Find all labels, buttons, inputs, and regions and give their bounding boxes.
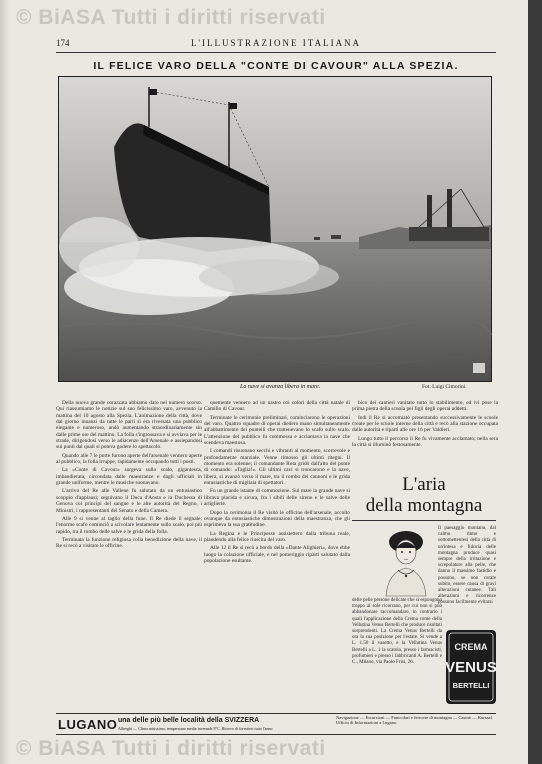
- advert-rule: [352, 520, 496, 521]
- lugano-tagline: una delle più belle località della SVIZZERA: [118, 717, 260, 724]
- paragraph: Terminate le cerimonie preliminari, cominciarono le operazioni del varo. Quattro squadre di operai diedero mano simultaneamente all'abbattimento dei puntelli che trattenevano lo scafo sullo scalo. L'attenzione del pubblico fu commossa e acclamava la nave che scendeva maestosa.: [204, 414, 350, 447]
- watermark-bottom: © BiASA Tutti i diritti riservati: [16, 737, 326, 760]
- portrait-illustration: [378, 526, 434, 596]
- article-column-2: [204, 400, 350, 710]
- paragraph: Terminata la funzione religiosa colla benedizione della nave, il Re si recò a visitare le officine.: [56, 536, 202, 550]
- paragraph: Fu un grande istante di commozione. Sul mare la grande nave si librava placida e sicura, fra i sibili delle sirene e le salve delle artiglierie.: [204, 488, 350, 508]
- headline: IL FELICE VARO DELLA "CONTE DI CAVOUR" ALLA SPEZIA.: [93, 60, 459, 72]
- article-column-3: [352, 400, 498, 464]
- paragraph: I comandi risuonano secchi e vibranti al momento, scorrevole e profondamente marziale. Venne rimosso gli ultimi ritegni. Il momento era solenne; il comandante Rota gridò dall'alto del ponte di comando: «Taglia!». Gli ultimi cavi si troncarono e la nave, libera, si avanzò verso il mare, tra il rombo dei cannoni e le grida entusiastiche di migliaia di spettatori.: [204, 448, 350, 487]
- paragraph: Della nuova grande corazzata abbiamo dato nel numero scorso. Qui riassumiamo le notizie sul suo felicissimo varo, avvenuto la mattina del 10 agosto alla Spezia. L'animazione della città, dove dal giorno innanzi da tutte le parti si era riversata una pubblico elegante e numeroso, andò aumentando straordinariamente sin dalle prime ore del mattino. La folla s'ingrossava e si avviava per le strade, dirigendosi verso le adiacenze dell'Arsenale e assiepandosi sui punti dai quali si poteva godere lo spettacolo.: [56, 400, 202, 451]
- woman-portrait: [378, 526, 434, 596]
- advert-title: [352, 474, 496, 516]
- ship-launch-photo: [58, 76, 492, 382]
- advert-text-2: delle pelle persone delicate che si espongono troppo al sole ricorrano, per cui non si può abbandonare raccomandare, in contrario i quali l'applicazione della Crema come della Vellutina Venus Bertelli che produce risultati sorprendenti. La Crema Venus Bertelli da ora la sua posizione per l'estate. Si vende a L. 1.50 il vasetto, e la Vellutina Venus Bertelli a L. 1 la scatola, presso i farmacisti, profumieri e presso i fabbricanti A. Bertelli e C., Milano, via Paolo Frisi, 26.: [352, 598, 442, 666]
- watermark-top: © BiASA Tutti i diritti riservati: [16, 6, 326, 29]
- magazine-title: L'ILLUSTRAZIONE ITALIANA: [190, 38, 362, 48]
- paragraph: Alle 9 si venne al taglio della fune. Il Re diede il segnale; l'enorme scafo cominciò a scivolare lentamente sullo scalo, poi più rapido, tra il rombo delle salve e le grida della folla.: [56, 515, 202, 535]
- paragraph: La Regina e le Principesse assistettero dalla tribuna reale, plaudendo alla felice riuscita del varo.: [204, 530, 350, 543]
- crema-venus-jar: [444, 628, 498, 706]
- lugano-details: Alberghi — Clima mitissimo, temperatura media invernale 8°C. Ritrovo di forestieri tutto l'anno: [118, 726, 273, 731]
- advert-text-1: Il paesaggio montano, dal calmo ritmo e sottomettentesi della città di un'intesa e fiducia delle montagna produce quasi sempre della irritazione e screpolature alla pelle, che danno il massimo fastidio e possono, se non curate subito, essere causa di gravi alterazioni cutanee. Tali alterazioni e ricorrenze possono facilmente evitarsi: [438, 526, 496, 606]
- advert-title-line-2: della montagna: [365, 495, 483, 516]
- paragraph: L'arrivo del Re alle Vallene fu salutato da un entusiastico scoppio d'applausi; seguivano il Duca d'Aosta e la Duchessa di Genova coi principi del sangue e le alte autorità del Regno, i Ministri, i rappresentanti del Senato e della Camera.: [56, 488, 202, 514]
- paragraph: Dopo la cerimonia il Re visitò le officine dell'arsenale, accolto ovunque da entusiastiche dimostrazioni della maestranza, che gli esprimeva la sua gratitudine.: [204, 509, 350, 529]
- paragraph: Alle 12 il Re si recò a bordo della «Dante Alighieri», dove ebbe luogo la colazione ufficiale, e nel pomeriggio ripartì salutato dalla popolazione esultante.: [204, 545, 350, 564]
- page-header: [56, 38, 496, 52]
- lugano-banner: [56, 713, 496, 735]
- paragraph: Indi il Re si accomiatò presentando successivamente le scuole create per le scuole interne della città e recò alla stazione occupata dalle autorità e riparti alle ore 16 per Valdieri.: [352, 414, 498, 434]
- paragraph: quemente vennero ad un nastro coi colori della città natale di Camillo di Cavour.: [204, 400, 350, 413]
- lugano-word: LUGANO: [58, 717, 118, 732]
- jar-label-crema: CREMA: [454, 642, 488, 652]
- paragraph: La «Conte di Cavour» sorgeva sullo scalo, gigantesca, imbandierata, circondata dalle maestranze e dagli ufficiali in grande uniforme, mentre le musiche suonavano.: [56, 467, 202, 487]
- photo-credit: Fot. Luigi Cimorini.: [422, 384, 467, 390]
- photo-caption: La nave si avanza libera in mare.: [240, 384, 321, 390]
- paragraph: Quando alle 7 le porte furono aperte dell'arsenale vennero aperte al pubblico, la folla irruppe, rapidamente occupando tutti i posti.: [56, 452, 202, 466]
- header-rule: [56, 52, 496, 53]
- jar-label-venus: VENUS: [445, 659, 497, 676]
- page-right-edge: [528, 0, 542, 764]
- advert-title-line-1: L'aria: [402, 474, 446, 495]
- jar-illustration: [444, 628, 498, 706]
- jar-label-bertelli: BERTELLI: [452, 681, 490, 690]
- page-left-shade: [0, 0, 10, 764]
- lugano-info: Navigazione — Escursioni — Funicolari e ferrovie di montagna — Casinò — Kursaal. Ufficio di Informazioni a Lugano.: [336, 715, 493, 725]
- page-number: 174: [56, 38, 70, 48]
- ship-photo-illustration: [59, 77, 491, 381]
- paragraph: Lungo tutto il percorso il Re fu vivamente acclamato; nella sera la città si illuminò festosamente.: [352, 435, 498, 449]
- paragraph: bico dei cantieri vanitato tutto lo stabilimento, ed ivi pose la prima pietra della scuola pei figli degli operai addetti.: [352, 400, 498, 413]
- article-column-1: [56, 400, 202, 710]
